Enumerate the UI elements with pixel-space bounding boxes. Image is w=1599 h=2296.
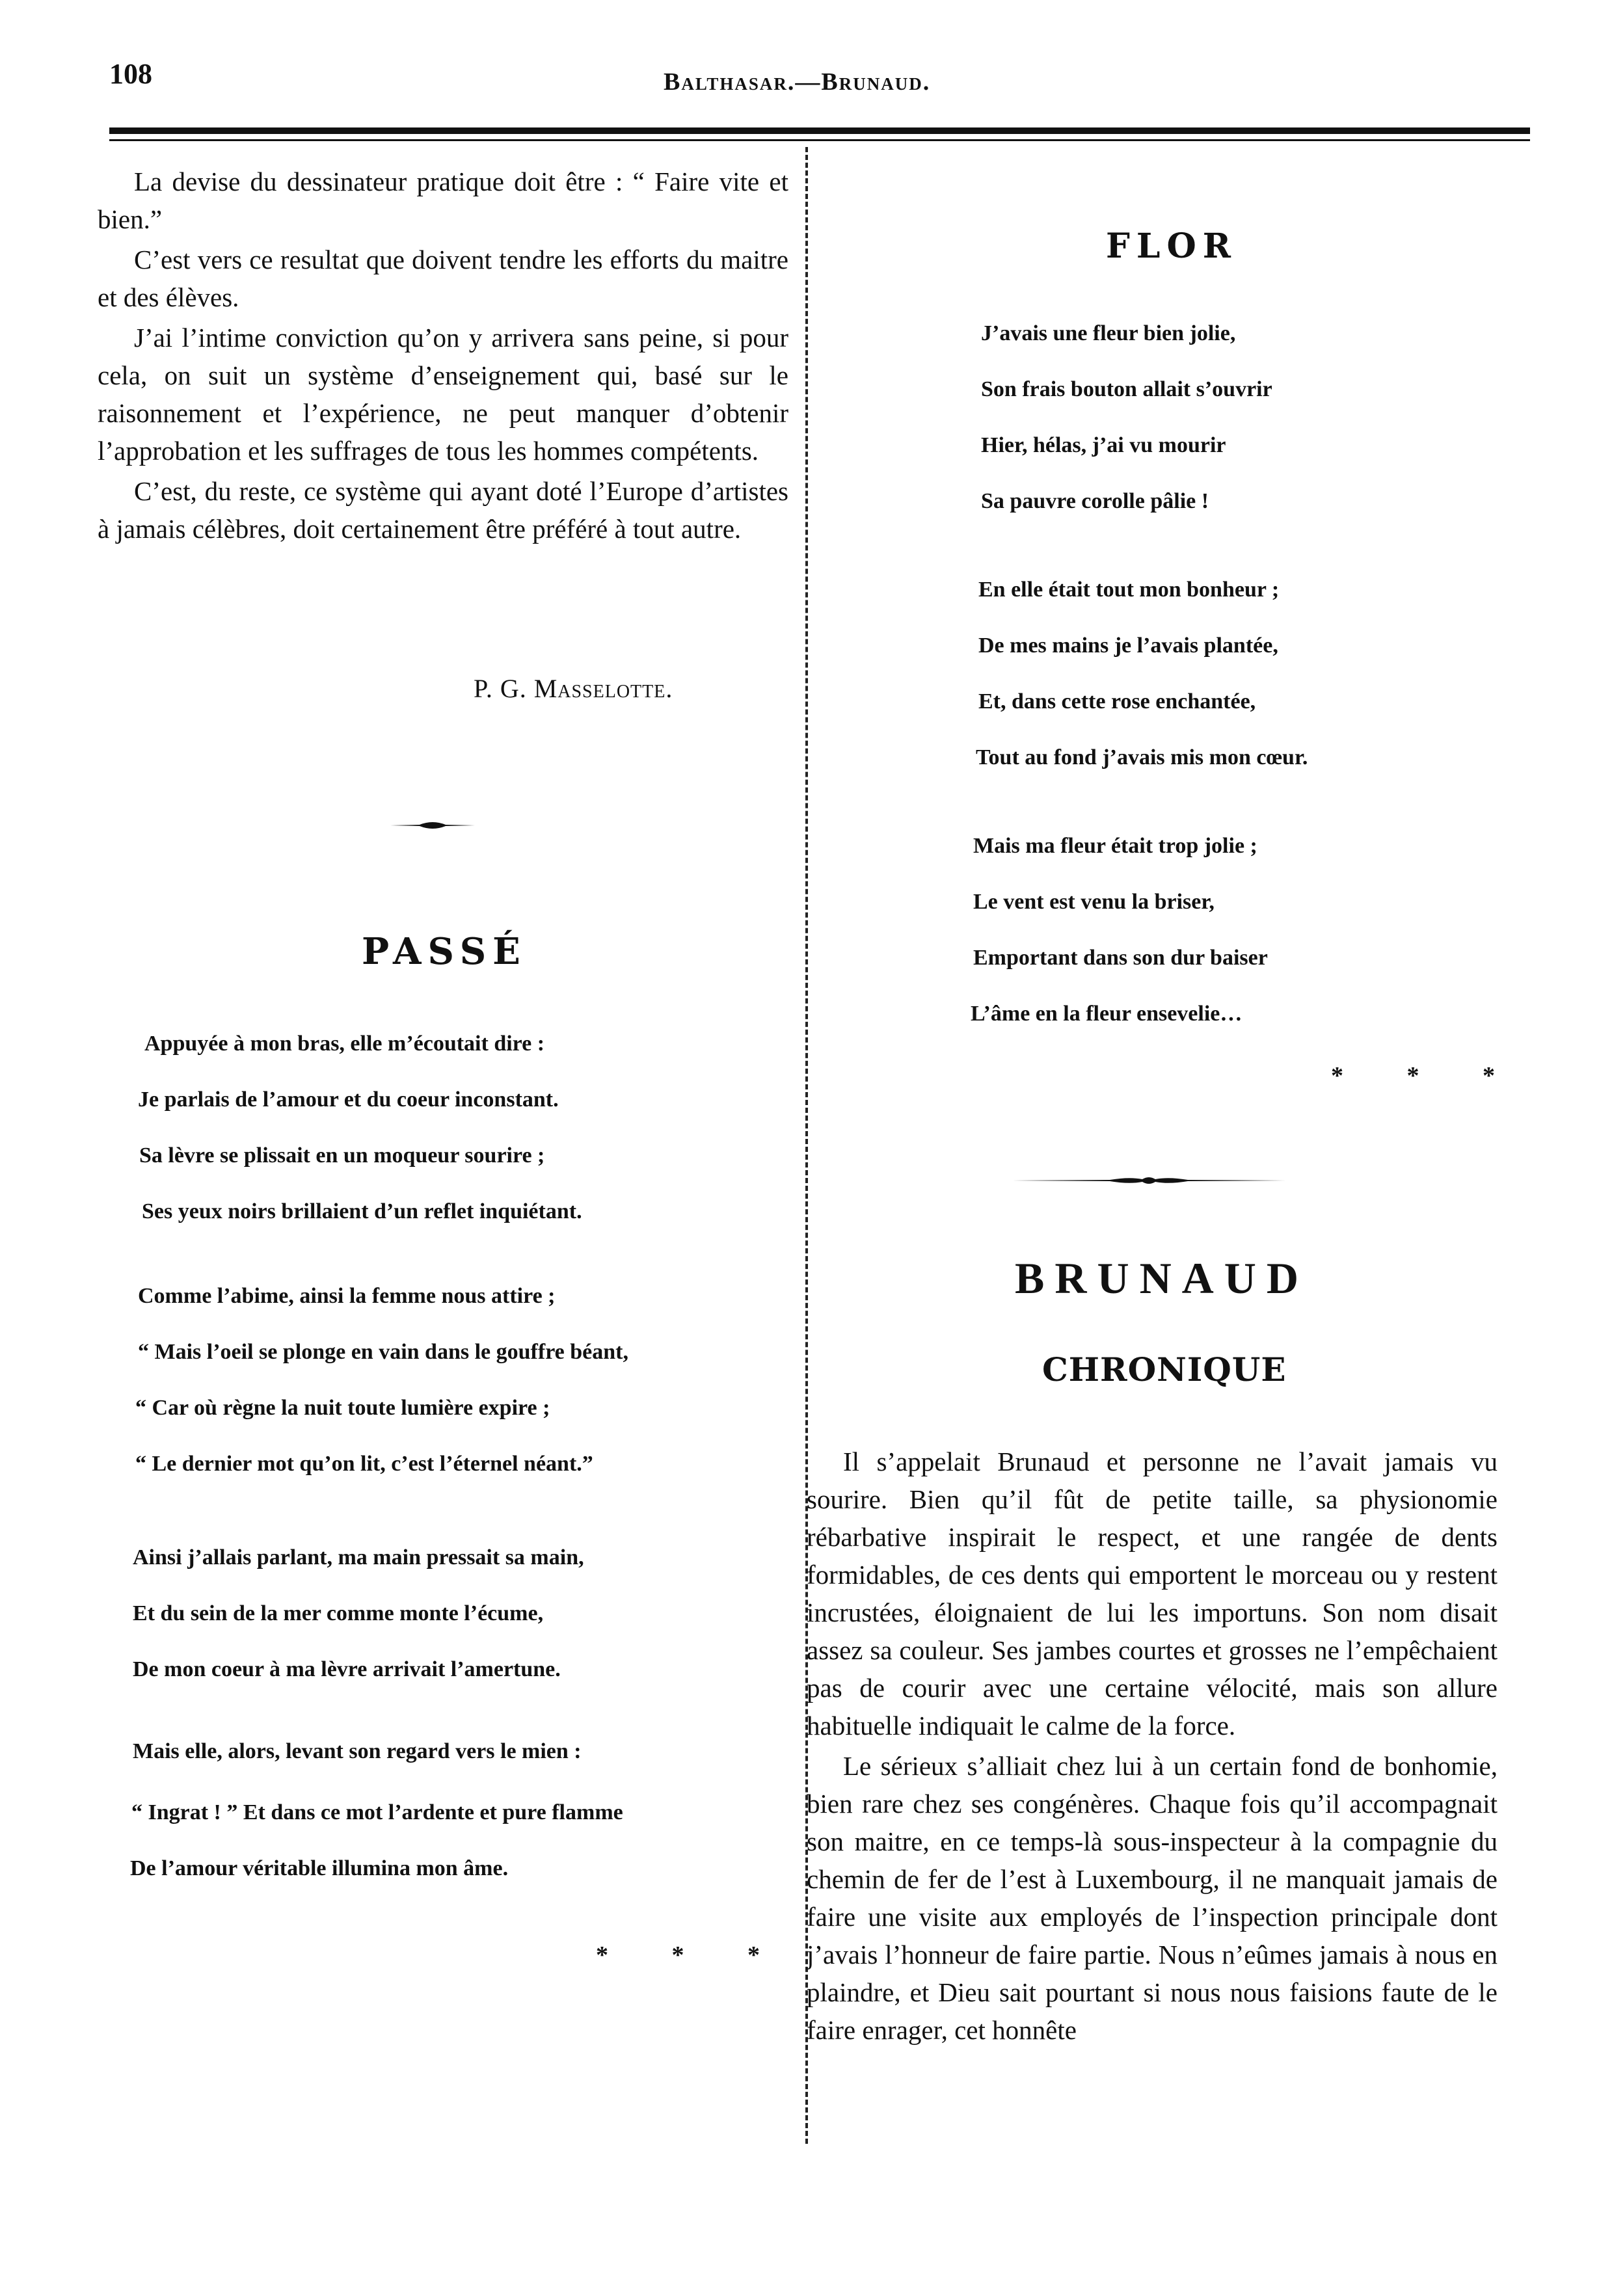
- poem-line: “ Mais l’oeil se plonge en vain dans le gouffre béant,: [138, 1340, 628, 1364]
- paragraph: C’est, du reste, ce système qui ayant doté l’Europe d’artistes à jamais célèbres, doit certainement être préféré à tout autre.: [98, 476, 788, 544]
- stars-separator: * * *: [1331, 1062, 1524, 1089]
- poem-line: De mes mains je l’avais plantée,: [978, 634, 1278, 658]
- left-prose: [98, 163, 788, 550]
- poem-title-flor: FLOR: [1106, 226, 1237, 266]
- poem-line: “ Car où règne la nuit toute lumière expire ;: [135, 1396, 550, 1420]
- poem-line: Le vent est venu la briser,: [973, 890, 1215, 914]
- author-signature: P. G. Masselotte.: [474, 674, 673, 703]
- poem-line: En elle était tout mon bonheur ;: [978, 578, 1280, 602]
- ornament-divider: [1012, 1176, 1285, 1185]
- section-title: BRUNAUD: [1015, 1253, 1309, 1303]
- poem-line: Mais elle, alors, levant son regard vers le mien :: [133, 1739, 582, 1763]
- poem-line: Je parlais de l’amour et du coeur inconstant.: [138, 1088, 559, 1112]
- ornament-divider: [390, 821, 475, 830]
- poem-line: De l’amour véritable illumina mon âme.: [130, 1856, 509, 1880]
- poem-line: Emportant dans son dur baiser: [973, 946, 1268, 970]
- poem-line: Et du sein de la mer comme monte l’écume,: [133, 1601, 544, 1625]
- stars-separator: * * *: [596, 1942, 788, 1969]
- poem-line: “ Le dernier mot qu’on lit, c’est l’éternel néant.”: [135, 1452, 593, 1476]
- poem-line: Son frais bouton allait s’ouvrir: [981, 377, 1272, 401]
- poem-line: Et, dans cette rose enchantée,: [978, 689, 1256, 714]
- poem-line: Sa pauvre corolle pâlie !: [981, 489, 1209, 513]
- poem-line: Sa lèvre se plissait en un moqueur sourire ;: [139, 1143, 545, 1168]
- poem-line: Ainsi j’allais parlant, ma main pressait sa main,: [133, 1545, 584, 1569]
- poem-line: Hier, hélas, j’ai vu mourir: [981, 433, 1226, 457]
- paragraph: C’est vers ce resultat que doivent tendre les efforts du maitre et des élèves.: [98, 245, 788, 312]
- poem-line: Appuyée à mon bras, elle m’écoutait dire :: [144, 1032, 545, 1056]
- poem-line: J’avais une fleur bien jolie,: [981, 321, 1236, 345]
- header-rule-thick: [109, 127, 1530, 134]
- paragraph: Il s’appelait Brunaud et personne ne l’avait jamais vu sourire. Bien qu’il fût de petite taille, sa physionomie rébarbative inspirait le respect, et une rangée de dents formidables, de ces dents qui emportent le morceau ou y restent incrustées, éloignaient de lui les importuns. Son nom disait assez sa couleur. Ses jambes courtes et grosses ne l’empêchaient pas de courir avec une certaine vélocité, mais son allure habituelle indiquait le calme de la force.: [807, 1447, 1498, 1741]
- poem-title-passe: PASSÉ: [362, 930, 527, 973]
- poem-line: Mais ma fleur était trop jolie ;: [973, 834, 1257, 858]
- right-prose: [807, 1443, 1498, 2051]
- poem-line: Comme l’abime, ainsi la femme nous attire ;: [138, 1284, 556, 1308]
- paragraph: J’ai l’intime conviction qu’on y arrivera sans peine, si pour cela, on suit un système d’enseignement qui, basé sur le raisonnement et l’expérience, ne peut manquer d’obtenir l’approbation et les suffrages de tous les hommes compétents.: [98, 323, 788, 466]
- running-title: Balthasar.—Brunaud.: [664, 68, 931, 96]
- paragraph: La devise du dessinateur pratique doit être : “ Faire vite et bien.”: [98, 167, 788, 234]
- section-subtitle: CHRONIQUE: [1042, 1350, 1287, 1389]
- poem-line: “ Ingrat ! ” Et dans ce mot l’ardente et pure flamme: [131, 1800, 623, 1824]
- poem-line: Tout au fond j’avais mis mon cœur.: [976, 745, 1308, 769]
- page-number: 108: [109, 58, 152, 90]
- poem-line: De mon coeur à ma lèvre arrivait l’amertune.: [133, 1657, 561, 1681]
- paragraph: Le sérieux s’alliait chez lui à un certain fond de bonhomie, bien rare chez ses congénères. Chaque fois qu’il accompagnait son maitre, en ce temps-là sous-inspecteur à la compagnie du chemin de fer de l’est à Luxembourg, il ne manquait jamais de faire une visite aux employés de l’inspection principale dont j’avais l’honneur de faire partie. Nous n’eûmes jamais à nous en plaindre, et Dieu sait pourtant si nous nous faisions faute de le faire enrager, cet honnête: [807, 1751, 1498, 2045]
- poem-line: Ses yeux noirs brillaient d’un reflet inquiétant.: [142, 1199, 582, 1223]
- header-rule-thin: [109, 139, 1530, 141]
- poem-line: L’âme en la fleur ensevelie…: [971, 1002, 1243, 1026]
